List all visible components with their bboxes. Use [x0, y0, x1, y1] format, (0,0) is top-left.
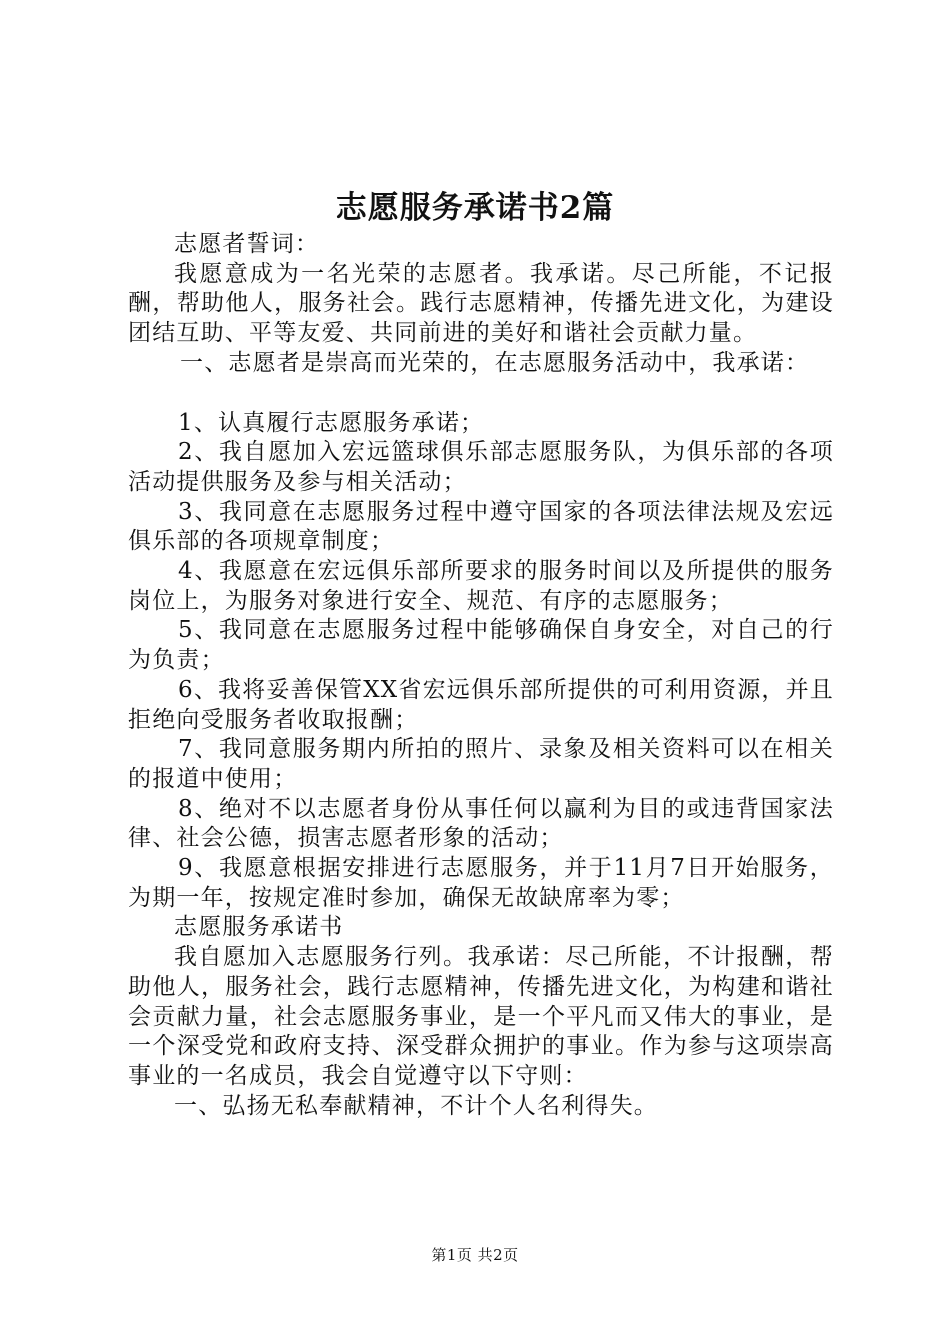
second-section-rule-1: 一、弘扬无私奉献精神，不计个人名利得失。 — [174, 1092, 658, 1119]
second-section-paragraph: 我自愿加入志愿服务行列。我承诺：尽己所能，不计报酬，帮助他人，服务社会，践行志愿精神，传播先进文化，为构建和谐社会贡献力量，社会志愿服务事业，是一个平凡而又伟大的事业，是一个深受党和政府支持、深受群众拥护的事业。作为参与这项崇高事业的一名成员，我会自觉遵守以下守则： — [128, 944, 834, 1089]
page-number-footer: 第1页 共2页 — [431, 1246, 519, 1264]
commitment-item-9: 9、我愿意根据安排进行志愿服务，并于11月7日开始服务，为期一年，按规定准时参加，确保无故缺席率为零； — [128, 855, 834, 911]
commitment-item-4: 4、我愿意在宏远俱乐部所要求的服务时间以及所提供的服务岗位上，为服务对象进行安全、规范、有序的志愿服务； — [128, 558, 834, 614]
commitment-intro: 一、志愿者是崇高而光荣的，在志愿服务活动中，我承诺： — [180, 349, 810, 376]
commitment-item-5: 5、我同意在志愿服务过程中能够确保自身安全，对自己的行为负责； — [128, 617, 834, 674]
commitment-item-1: 1、认真履行志愿服务承诺； — [178, 409, 485, 436]
oath-paragraph: 我愿意成为一名光荣的志愿者。我承诺。尽己所能，不记报酬，帮助他人，服务社会。践行志愿精神，传播先进文化，为建设团结互助、平等友爱、共同前进的美好和谐社会贡献力量。 — [128, 260, 834, 347]
second-section-heading: 志愿服务承诺书 — [174, 914, 344, 941]
commitment-item-2: 2、我自愿加入宏远篮球俱乐部志愿服务队，为俱乐部的各项活动提供服务及参与相关活动； — [128, 439, 834, 495]
oath-heading: 志愿者誓词： — [174, 231, 320, 257]
commitment-item-3: 3、我同意在志愿服务过程中遵守国家的各项法律法规及宏远俱乐部的各项规章制度； — [128, 498, 834, 555]
commitment-item-8: 8、绝对不以志愿者身份从事任何以赢利为目的或违背国家法律、社会公德，损害志愿者形象的活动； — [128, 795, 834, 852]
commitment-item-6: 6、我将妥善保管XX省宏远俱乐部所提供的可利用资源，并且拒绝向受服务者收取报酬； — [128, 676, 834, 733]
document-title: 志愿服务承诺书2篇 — [335, 190, 615, 226]
document-body — [128, 230, 834, 1121]
commitment-item-7: 7、我同意服务期内所拍的照片、录象及相关资料可以在相关的报道中使用； — [128, 736, 834, 792]
